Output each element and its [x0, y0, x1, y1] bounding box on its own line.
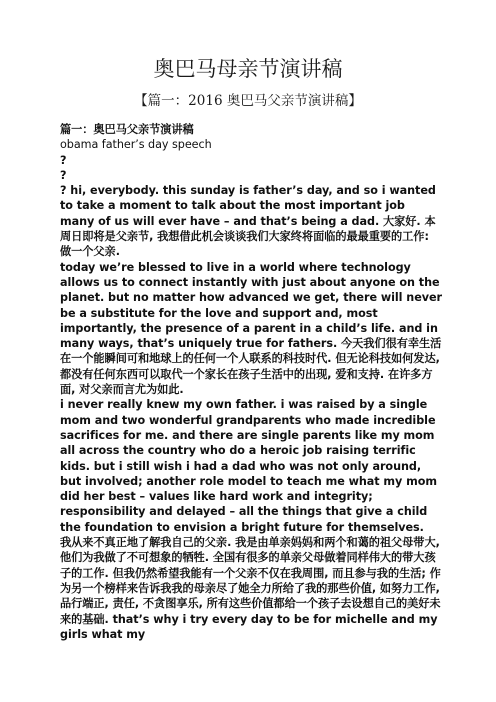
paragraph: ? hi, everybody. this sunday is father’s day, and so i wanted to take a moment to talk about the most important job many of us will ever have – and that’s being a dad. 大家好. 本周日即将是父亲节, 我想借此机会谈谈我们大家终将面临的最最重要的工作: 做一个父亲.	[60, 184, 436, 259]
placeholder-mark: ?	[60, 153, 67, 167]
paragraph: i never really knew my own father. i was raised by a single mom and two wonderful grandparents who made incredible sacrifices for me. and there are single parents like my mom all across the country who do a heroic job raising terrific kids. but i still wish i had a dad who was not only around, but involved; another role model to teach me what my mom did her best – values like hard work and integrity; responsibility and delayed – all the things that give a child the foundation to envision a bright future for themselves.	[60, 398, 437, 534]
placeholder-mark: ?	[60, 168, 67, 182]
speech-title: obama father’s day speech	[60, 138, 212, 152]
paragraph: 我从来不真正地了解我自己的父亲. 我是由单亲妈妈和两个和蔼的祖父母带大, 他们为我做了不可想象的牺牲. 全国有很多的单亲父母做着同样伟大的带大孩子的工作. 但我仍然希望我能有一个父亲不仅在我周围, 而且参与我的生活; 作为另一个榜样来告诉我我的母亲尽了她全力所给了我的那些价值, 如努力工作, 品行端正, 责任, 不贪图享乐, 所有这些价值都给一个孩子去设想自己的美好未来的基础. that’s why i try every day to be for michelle and my girls what my	[60, 536, 441, 641]
document-title: 奥巴马母亲节演讲稿	[153, 57, 343, 81]
document-body	[60, 122, 442, 642]
document-subtitle: 【篇一：2016 奥巴马父亲节演讲稿】	[134, 93, 362, 109]
paragraph: today we’re blessed to live in a world where technology allows us to connect instantly with just about anyone on the planet. but no matter how advanced we get, there will never be a substitute for the love and support and, most importantly, the presence of a parent in a child’s life. and in many ways, that’s uniquely true for fathers. 今天我们很有幸生活在一个能瞬间可和地球上的任何一个人联系的科技时代. 但无论科技如何发达, 都没有任何东西可以取代一个家长在孩子生活中的出现, 爱和支持. 在许多方面, 对父亲而言尤为如此.	[60, 260, 443, 397]
section-heading: 篇一：奥巴马父亲节演讲稿	[60, 123, 194, 136]
